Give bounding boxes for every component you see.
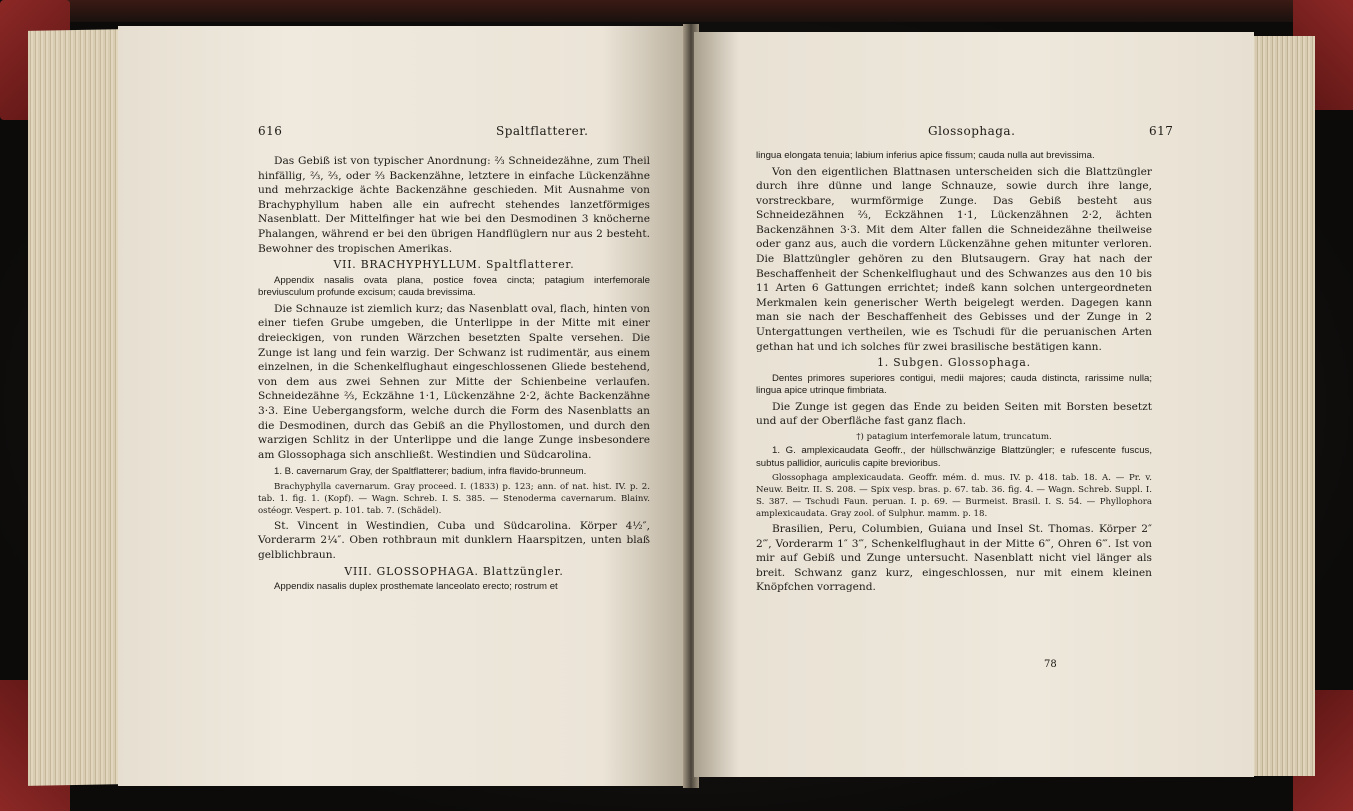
paragraph: Die Schnauze ist ziemlich kurz; das Nasenblatt oval, flach, hinten von einer tiefen Grube umgeben, die Unterlippe in der Mitte mit einer dreieckigen, von runden Wärzchen besetzten Spalte versehen. Die Zunge ist lang und fein warzig. Der Schwanz ist rudimentär, aus einem einzelnen, in die Schenkelflughaut eingeschlossenen Gliede bestehend, von dem aus zwei Sehnen zur Mitte der Schienbeine verlaufen. Schneidezähne ⅔, Eckzähne 1·1, Lückenzähne 2·2, ächte Backenzähne 3·3. Eine Uebergangsform, welche durch die Form des Nasenblatts an die Desmodinen, durch das Gebiß an die Phyllostomen, und durch den warzigen Schlitz in der Unterlippe und die lange Zunge insbesondere am Glossophaga sich anschließt. Westindien und Südcarolina.	[258, 302, 650, 461]
species-references: Glossophaga amplexicaudata. Geoffr. mém. d. mus. IV. p. 418. tab. 18. A. — Pr. v. Neuw. Beitr. II. S. 208. — Spix vesp. bras. p. 67. tab. 36. fig. 4. — Wagn. Schreb. Suppl. I. S. 387. — Tschudi Faun. peruan. I. p. 69. — Burmeist. Brasil. I. S. 54. — Phyllophora amplexicaudata. Gray zool. of Sulphur. mamm. p. 18.	[756, 473, 1152, 519]
right-text-column	[756, 150, 1152, 597]
paragraph: Das Gebiß ist von typischer Anordnung: ⅔ Schneidezähne, zum Theil hinfällig, ⅔, ⅔, oder ⅔ Backenzähne, letztere in einfache Lückenzähne und mehrzackige ächte Backenzähne geschieden. Mit Ausnahme von Brachyphyllum haben alle ein aufrecht stehendes lanzetförmiges Nasenblatt. Der Mittelfinger hat wie bei den Desmodinen 3 knöcherne Phalangen, während er bei den übrigen Handflüglern nur aus 2 besteht. Bewohner des tropischen Amerikas.	[258, 155, 650, 255]
species-heading: 1. B. cavernarum Gray, der Spaltflatterer; badium, infra flavido-brunneum.	[274, 466, 587, 478]
section-heading: VIII. GLOSSOPHAGA. Blattzüngler.	[344, 564, 564, 578]
latin-diagnosis: Appendix nasalis ovata plana, postice fovea cincta; patagium interfemorale breviusculum profunde excisum; cauda brevissima.	[258, 274, 650, 299]
page-number: 617	[1149, 124, 1174, 138]
latin-diagnosis: lingua elongata tenuia; labium inferius apice fissum; cauda nulla aut brevissima.	[756, 150, 1095, 161]
running-head: Spaltflatterer.	[496, 124, 589, 138]
paragraph: Die Zunge ist gegen das Ende zu beiden Seiten mit Borsten besetzt und auf der Oberfläche fast ganz flach.	[756, 400, 1152, 428]
species-references: Brachyphylla cavernarum. Gray proceed. I. (1833) p. 123; ann. of nat. hist. IV. p. 2. tab. 1. fig. 1. (Kopf). — Wagn. Schreb. I. S. 385. — Stenoderma cavernarum. Blainv. ostéogr. Vespert. p. 101. tab. 7. (Schädel).	[258, 481, 650, 516]
paragraph: St. Vincent in Westindien, Cuba und Südcarolina. Körper 4½″, Vorderarm 2¼″. Oben rothbraun mit dunklern Haarspitzen, unten blaß gelblichbraun.	[258, 519, 650, 561]
running-head: Glossophaga.	[928, 124, 1016, 138]
paragraph: Brasilien, Peru, Columbien, Guiana und Insel St. Thomas. Körper 2″ 2‴, Vorderarm 1″ 3‴, Schenkelflughaut in der Mitte 6‴, Ohren 6‴. Ist von mir auf Gebiß und Zunge untersucht. Nasenblatt nicht viel länger als breit. Schwanz ganz kurz, eingeschlossen, nur mit einem kleinen Knöpfchen vorragend.	[756, 523, 1152, 594]
paragraph: Von den eigentlichen Blattnasen unterscheiden sich die Blattzüngler durch ihre dünne und lange Schnauze, sowie durch ihre lange, vorstreckbare, wurmförmige Zunge. Das Gebiß besteht aus Schneidezähnen ⅔, Eckzähnen 1·1, Lückenzähnen 2·2, ächten Backenzähnen 3·3. Mit dem Alter fallen die Schneidezähne theilweise oder ganz aus, auch die vordern Lückenzähne gehen mitunter verloren. Die Blattzüngler gehören zu den Blutsaugern. Gray hat nach der Beschaffenheit der Schenkelflughaut und des Schwanzes aus den 10 bis 11 Arten 6 Gattungen errichtet; indeß kann solchen untergeordneten Merkmalen kein generischer Werth beigelegt werden. Dagegen kann man sie nach der Beschaffenheit des Gebisses und der Zunge in 2 Untergattungen vertheilen, wie es Tschudi für die peruanischen Arten gethan hat und ich solches für zwei brasilische bestätigen kann.	[756, 165, 1152, 353]
right-page	[694, 32, 1254, 777]
printer-signature: 78	[1044, 659, 1057, 670]
page-edges-left	[28, 29, 123, 786]
subgenus-heading: 1. Subgen. Glossophaga.	[877, 356, 1031, 370]
dagger-subheading: †) patagium interfemorale latum, truncatum.	[856, 432, 1052, 442]
left-text-column	[258, 154, 650, 596]
latin-diagnosis: Dentes primores superiores contigui, medii majores; cauda distincta, rarissime nulla; lingua apice utrinque fimbriata.	[756, 372, 1152, 397]
page-number: 616	[258, 124, 283, 138]
latin-diagnosis: Appendix nasalis duplex prosthemate lanceolato erecto; rostrum et	[274, 581, 558, 593]
book-cover-top	[60, 0, 1300, 22]
species-heading: 1. G. amplexicaudata Geoffr., der hüllschwänzige Blattzüngler; e rufescente fuscus, subtus pallidior, auriculis capite brevioribus.	[756, 445, 1152, 469]
left-page	[118, 26, 688, 786]
section-heading: VII. BRACHYPHYLLUM. Spaltflatterer.	[333, 258, 575, 272]
